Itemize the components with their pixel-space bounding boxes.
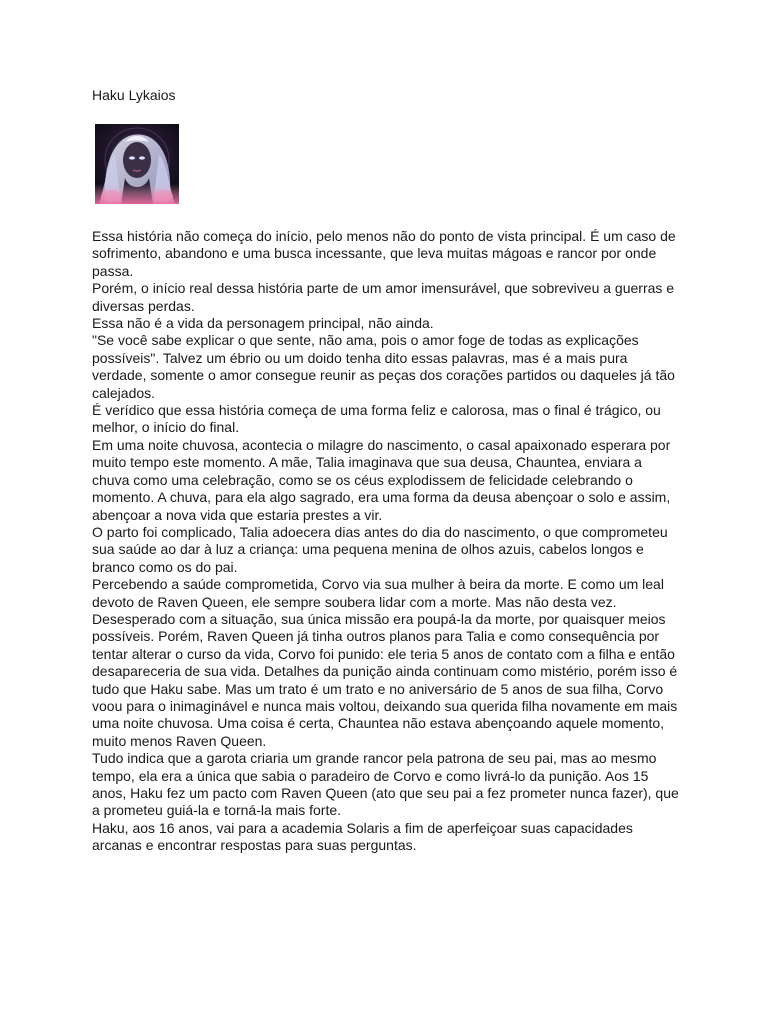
paragraph: Percebendo a saúde comprometida, Corvo via sua mulher à beira da morte. E como um leal devoto de Raven Queen, ele sempre soubera lidar com a morte. Mas não desta vez. Desesperado com a situação, sua única missão era poupá-la da morte, por quaisquer meios possíveis. Porém, Raven Queen já tinha outros planos para Talia e como consequência por tentar alterar o curso da vida, Corvo foi punido: ele teria 5 anos de contato com a filha e então desapareceria de sua vida. Detalhes da punição ainda continuam como mistério, porém isso é tudo que Haku sabe. Mas um trato é um trato e no aniversário de 5 anos de sua filha, Corvo voou para o inimaginável e nunca mais voltou, deixando sua querida filha novamente em mais uma noite chuvosa. Uma coisa é certa, Chauntea não estava abençoando aquele momento, muito menos Raven Queen. <box>92 576 678 749</box>
paragraph: É verídico que essa história começa de uma forma feliz e calorosa, mas o final é trágico, ou melhor, o início do final. <box>92 402 661 436</box>
paragraph: "Se você sabe explicar o que sente, não ama, pois o amor foge de todas as explicações possíveis". Talvez um ébrio ou um doido tenha dito essas palavras, mas é a mais pura verdade, somente o amor consegue reunir as peças dos corações partidos ou daqueles já tão calejados. <box>92 332 675 401</box>
document-title: Haku Lykaios <box>92 87 176 103</box>
portrait-image <box>95 124 179 204</box>
paragraph: O parto foi complicado, Talia adoecera dias antes do dia do nascimento, o que comprometeu sua saúde ao dar à luz a criança: uma pequena menina de olhos azuis, cabelos longos e branco como os do pai. <box>92 523 668 575</box>
paragraph: Porém, o início real dessa história parte de um amor imensurável, que sobreviveu a guerras e diversas perdas. <box>92 280 675 314</box>
document-page <box>92 86 682 855</box>
paragraph: Essa história não começa do início, pelo menos não do ponto de vista principal. É um caso de sofrimento, abandono e uma busca incessante, que leva muitas mágoas e rancor por onde passa. <box>92 228 676 279</box>
paragraph: Essa não é a vida da personagem principal, não ainda. <box>92 315 434 332</box>
story-body <box>92 228 682 855</box>
paragraph: Haku, aos 16 anos, vai para a academia Solaris a fim de aperfeiçoar suas capacidades arcanas e encontrar respostas para suas perguntas. <box>92 819 633 854</box>
portrait-illustration-icon <box>95 124 179 204</box>
paragraph: Tudo indica que a garota criaria um grande rancor pela patrona de seu pai, mas ao mesmo tempo, ela era a única que sabia o paradeiro de Corvo e como livrá-lo da punição. Aos 15 anos, Haku fez um pacto com Raven Queen (ato que seu pai a fez prometer nunca fazer), que a prometeu guiá-la e torná-la mais forte. <box>92 750 679 819</box>
paragraph: Em uma noite chuvosa, acontecia o milagre do nascimento, o casal apaixonado esperara por muito tempo este momento. A mãe, Talia imaginava que sua deusa, Chauntea, enviara a chuva como uma celebração, como se os céus explodissem de felicidade celebrando o momento. A chuva, para ela algo sagrado, era uma forma da deusa abençoar o solo e assim, abençoar a nova vida que estaria prestes a vir. <box>92 436 671 523</box>
